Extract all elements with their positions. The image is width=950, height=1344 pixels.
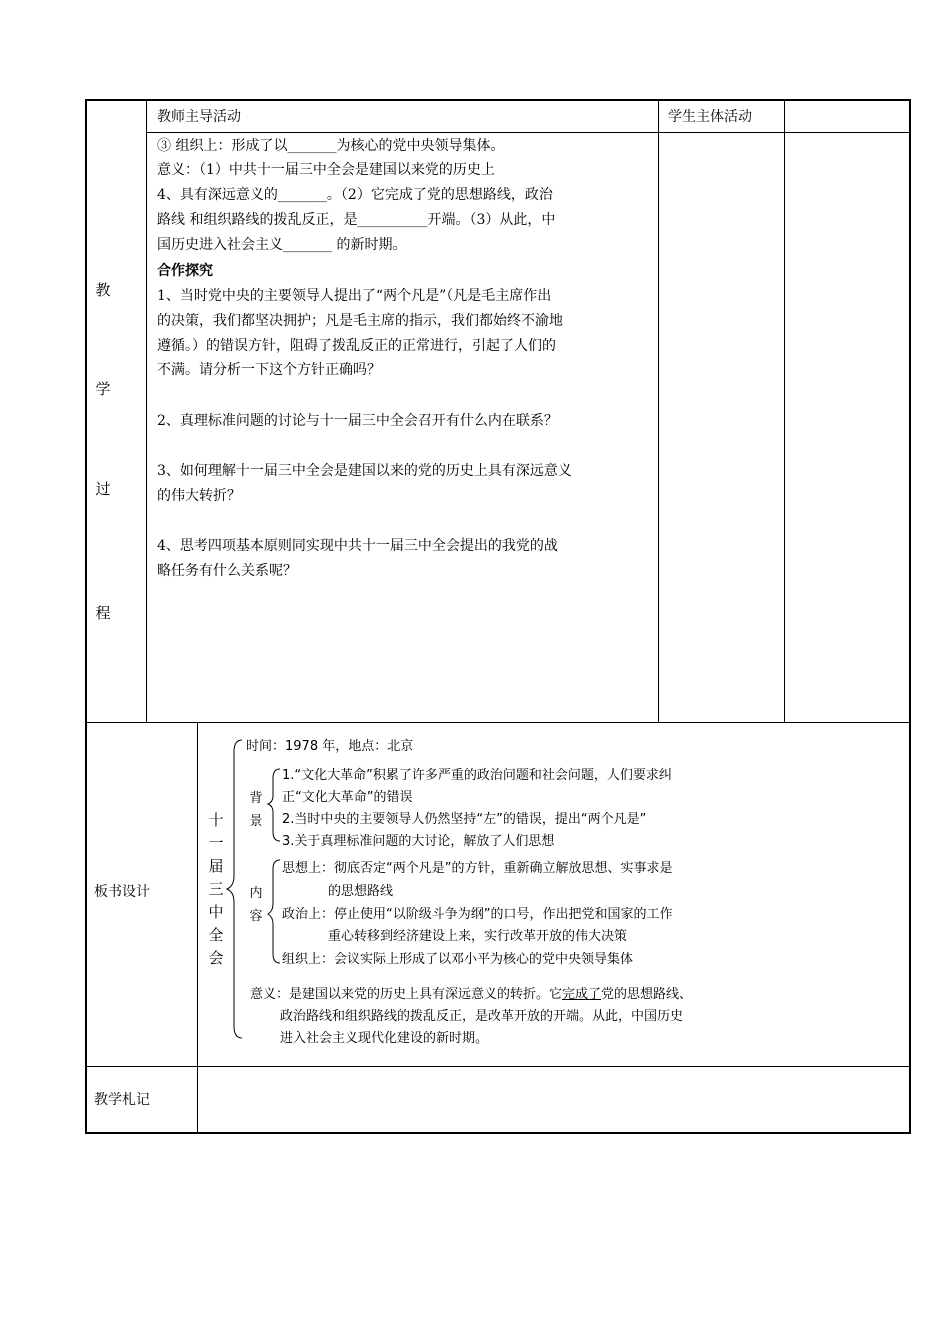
- question-4-line: 略任务有什么关系呢？: [157, 563, 297, 579]
- question-2-line: 2、真理标准问题的讨论与十一届三中全会召开有什么内在联系？: [157, 413, 558, 429]
- content-line: ③ 组织上：形成了以_______为核心的党中央领导集体。: [157, 138, 505, 154]
- question-1-line: 1、当时党中央的主要领导人提出了“两个凡是”（凡是毛主席作出: [157, 288, 552, 304]
- content-label-char: 内: [249, 886, 263, 901]
- content-line: 4、具有深远意义的_______。（2）它完成了党的思想路线，政治: [157, 187, 553, 203]
- content-item: 的思想路线: [328, 884, 394, 899]
- student-activity-header: 学生主体活动: [668, 109, 752, 125]
- title-char: 全: [208, 926, 224, 944]
- significance-line-2: 政治路线和组织路线的拨乱反正，是改革开放的开端。从此，中国历史: [280, 1009, 684, 1024]
- background-label-char: 景: [249, 814, 263, 829]
- background-label-char: 背: [249, 791, 263, 806]
- teaching-notes-area[interactable]: [198, 1067, 909, 1132]
- question-3-line: 3、如何理解十一届三中全会是建国以来的党的历史上具有深远意义: [157, 463, 572, 479]
- time-place: 时间：1978 年，地点：北京: [246, 739, 414, 754]
- content-item: 重心转移到经济建设上来，实行改革开放的伟大决策: [328, 929, 628, 944]
- teaching-notes-label: 教学札记: [94, 1092, 150, 1108]
- content-line: 国历史进入社会主义_______ 的新时期。: [157, 237, 407, 253]
- question-1-line: 的决策，我们都坚决拥护；凡是毛主席的指示，我们都始终不渝地: [157, 313, 563, 329]
- title-char: 十: [208, 811, 224, 829]
- significance-suffix: 党的思想路线、: [601, 987, 693, 1002]
- title-char: 届: [208, 857, 224, 875]
- title-char: 一: [208, 834, 224, 852]
- content-label-char: 容: [249, 909, 263, 924]
- title-char: 三: [208, 880, 224, 898]
- question-1-line: 遵循。）的错误方针，阻碍了拨乱反正的正常进行，引起了人们的: [157, 338, 556, 354]
- question-1-line: 不满。请分析一下这个方针正确吗？: [157, 362, 381, 378]
- teacher-activity-header: 教师主导活动: [157, 109, 241, 125]
- side-char: 教: [95, 281, 111, 299]
- question-4-line: 4、思考四项基本原则同实现中共十一届三中全会提出的我党的战: [157, 538, 558, 554]
- title-char: 中: [208, 903, 224, 921]
- significance-prefix: 意义：是建国以来党的历史上具有深远意义的转折。它: [250, 987, 563, 1002]
- background-item: 正“文化大革命”的错误: [282, 790, 413, 805]
- content-item: 思想上：彻底否定“两个凡是”的方针，重新确立解放思想、实事求是: [282, 861, 673, 876]
- content-item: 政治上：停止使用“以阶级斗争为纲”的口号，作出把党和国家的工作: [282, 907, 673, 922]
- title-char: 会: [208, 949, 224, 967]
- question-3-line: 的伟大转折？: [157, 488, 241, 504]
- background-item: 2.当时中央的主要领导人仍然坚持“左”的错误，提出“两个凡是”: [282, 812, 647, 827]
- significance-line-3: 进入社会主义现代化建设的新时期。: [280, 1031, 489, 1046]
- background-item: 1.“文化大革命”积累了许多严重的政治问题和社会问题，人们要求纠: [282, 768, 672, 783]
- board-design-label: 板书设计: [94, 884, 150, 900]
- coop-heading: 合作探究: [157, 263, 213, 279]
- side-char: 过: [95, 480, 111, 498]
- content-line: 意义：（1）中共十一届三中全会是建国以来党的历史上: [157, 162, 495, 178]
- background-item: 3.关于真理标准问题的大讨论，解放了人们思想: [282, 834, 555, 849]
- content-item: 组织上：会议实际上形成了以邓小平为核心的党中央领导集体: [282, 952, 634, 967]
- significance-line: [250, 986, 692, 1004]
- side-char: 程: [95, 604, 111, 622]
- side-char: 学: [95, 380, 111, 398]
- significance-underlined: 完成了: [562, 987, 602, 1002]
- content-line: 路线 和组织路线的拨乱反正，是__________开端。（3）从此，中: [157, 212, 556, 228]
